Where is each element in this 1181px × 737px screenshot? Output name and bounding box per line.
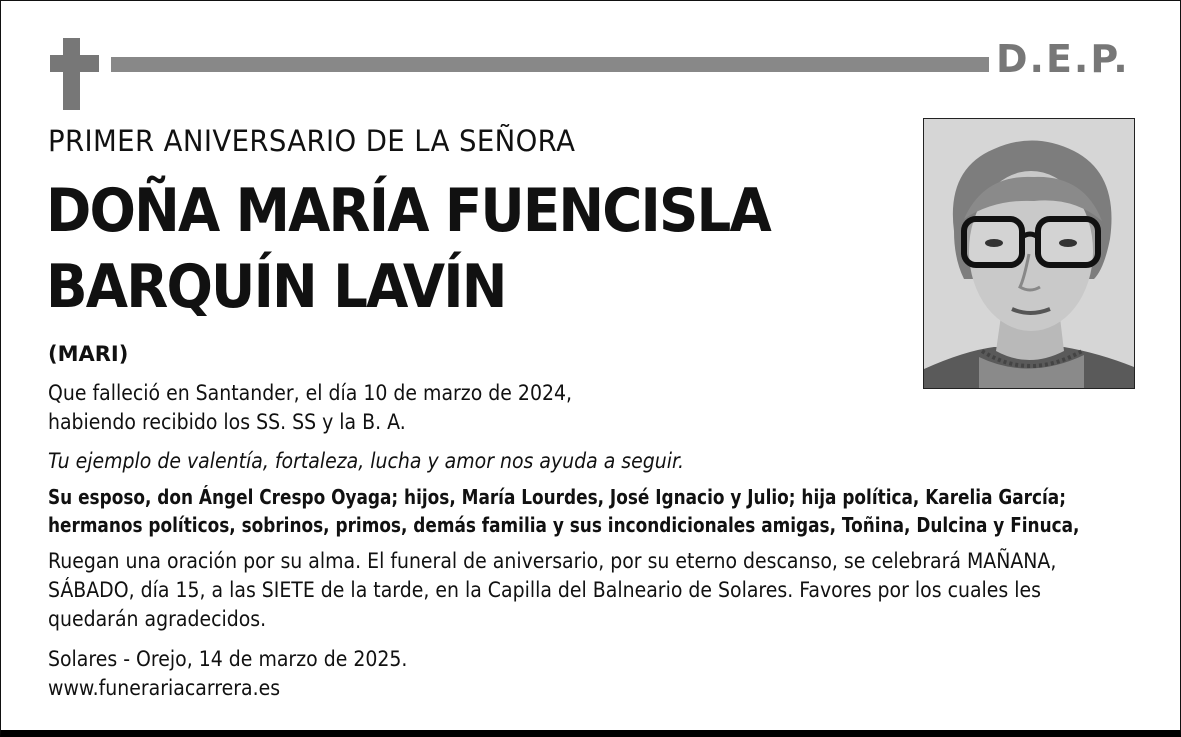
tribute-text: Tu ejemplo de valentía, fortaleza, lucha y amor nos ayuda a seguir. <box>48 449 685 473</box>
anniversary-subtitle: PRIMER ANIVERSARIO DE LA SEÑORA <box>48 124 576 158</box>
place-date: Solares - Orejo, 14 de marzo de 2025. <box>48 647 408 671</box>
portrait-photo <box>923 118 1135 389</box>
family-list <box>48 483 1079 539</box>
funeral-line: SÁBADO, día 15, a las SIETE de la tarde, en la Capilla del Balneario de Solares. Favores por los cuales les <box>48 578 1041 602</box>
website-link[interactable]: www.funerariacarrera.es <box>48 676 281 700</box>
deceased-name <box>46 173 770 325</box>
funeral-line: Ruegan una oración por su alma. El funeral de aniversario, por su eterno descanso, se celebrará MAÑANA, <box>48 549 1057 573</box>
death-details <box>48 379 572 437</box>
funeral-details <box>48 547 1056 634</box>
death-line: Que falleció en Santander, el día 10 de marzo de 2024, <box>48 381 573 405</box>
family-line: Su esposo, don Ángel Crespo Oyaga; hijos, María Lourdes, José Ignacio y Julio; hija política, Karelia García; <box>48 485 1066 509</box>
name-line: BARQUÍN LAVÍN <box>46 252 506 322</box>
name-line: DOÑA MARÍA FUENCISLA <box>46 176 770 246</box>
header-rule <box>111 57 989 72</box>
funeral-line: quedarán agradecidos. <box>48 607 267 631</box>
footer <box>48 645 407 703</box>
dep-label: D.E.P. <box>996 37 1130 81</box>
nickname: (MARI) <box>48 342 129 366</box>
death-line: habiendo recibido los SS. SS y la B. A. <box>48 410 406 434</box>
family-line: hermanos políticos, sobrinos, primos, demás familia y sus incondicionales amigas, Toñina, Dulcina y Finuca, <box>48 513 1080 537</box>
